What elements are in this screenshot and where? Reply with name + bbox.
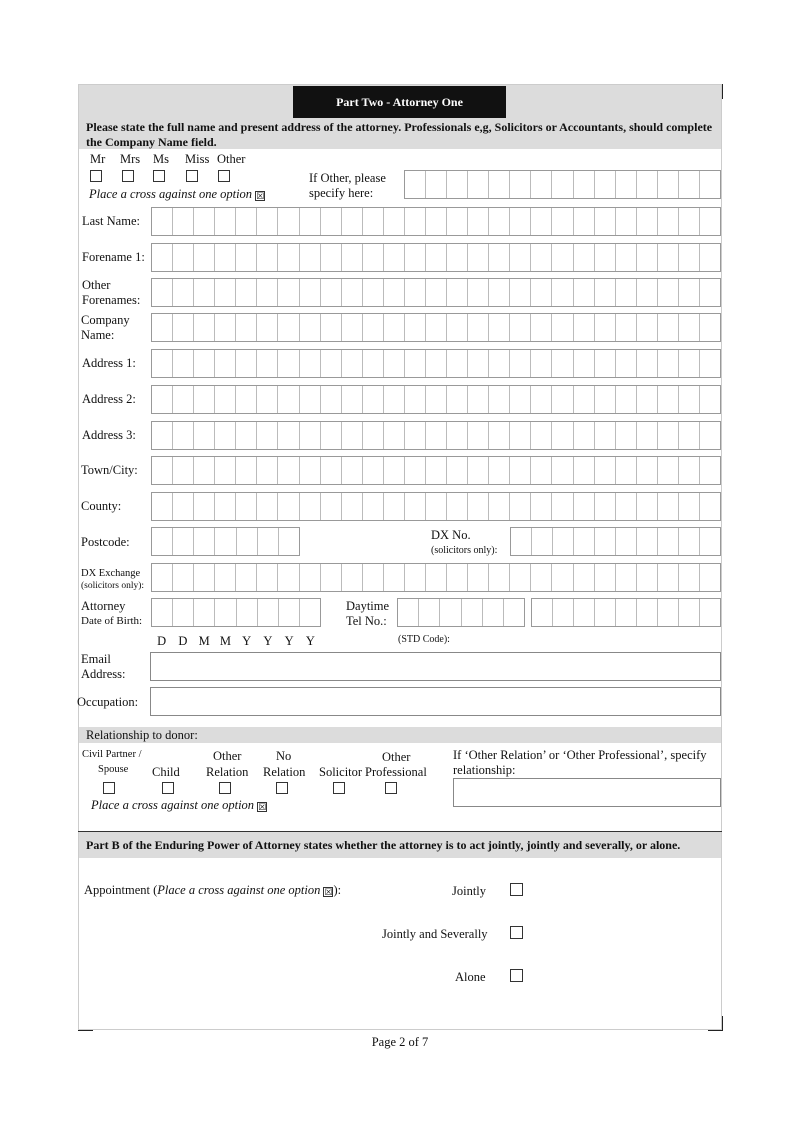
dob-letter: D [178,634,188,648]
address1-label: Address 1: [82,356,136,370]
tel-number-input[interactable] [531,598,721,627]
dx-no-note: (solicitors only): [431,545,498,556]
appointment-suffix: ): [333,883,342,897]
forename-input[interactable] [151,243,721,272]
daytime-label: Daytime [346,599,390,613]
company-name-input[interactable] [151,313,721,342]
dob-letter: M [219,634,231,648]
relationship-specify-label: If ‘Other Relation’ or ‘Other Professional’, specify relationship: [453,748,707,777]
address1-input[interactable] [151,349,721,378]
tel-label: Tel No.: [346,614,387,628]
rel-label-other-relation-1: Other [213,749,242,763]
title-label-mr: Mr [90,152,106,166]
postcode-input[interactable] [151,527,300,556]
other-forenames-label-1: Other [82,278,111,292]
title-label-ms: Ms [153,152,169,166]
dob-letter: Y [284,634,294,648]
dob-format-letters [151,634,321,649]
rel-checkbox-no-relation[interactable] [276,782,288,794]
attorney-label: Attorney [81,599,126,613]
title-checkbox-mrs[interactable] [122,170,134,182]
option-jointly-severally-label: Jointly and Severally [382,927,488,941]
email-label-2: Address: [81,667,126,681]
other-forenames-input[interactable] [151,278,721,307]
dob-label: Date of Birth: [81,615,143,627]
option-alone-checkbox[interactable] [510,969,523,982]
rel-label-other-professional-1: Other [382,750,411,764]
address3-label: Address 3: [82,428,136,442]
title-checkbox-miss[interactable] [186,170,198,182]
dob-letter: M [198,634,210,648]
company-name-label-1: Company [81,313,130,327]
dx-no-label: DX No. [431,528,471,542]
cross-note-text: Place a cross against one option [89,187,253,201]
appointment-label [84,883,341,898]
rel-label-spouse-1: Civil Partner / [82,749,142,760]
title-checkbox-other[interactable] [218,170,230,182]
email-label-1: Email [81,652,111,666]
rel-checkbox-solicitor[interactable] [333,782,345,794]
cross-box-icon: ☒ [256,191,265,201]
other-specify-label-1: If Other, please [309,171,386,185]
title-label-mrs: Mrs [120,152,141,166]
title-label-other: Other [217,152,246,166]
rel-label-no-relation-1: No [276,749,292,763]
dx-no-input[interactable] [510,527,721,556]
dob-input[interactable] [151,598,321,627]
town-label: Town/City: [81,463,138,477]
rel-label-other-professional-2: Professional [365,765,427,779]
rel-label-solicitor-2: Solicitor [319,765,363,779]
other-forenames-label-2: Forenames: [82,293,141,307]
dob-letter: D [157,634,167,648]
page-number: Page 2 of 7 [371,1035,429,1049]
rel-checkbox-other-relation[interactable] [219,782,231,794]
option-jointly-label: Jointly [452,884,487,898]
std-code-input[interactable] [397,598,525,627]
title-checkbox-mr[interactable] [90,170,102,182]
address2-label: Address 2: [82,392,136,406]
relationship-specify-input[interactable] [453,778,721,807]
rel-label-child-2: Child [152,765,180,779]
option-alone-label: Alone [455,970,486,984]
appointment-prefix: Appointment ( [84,883,158,897]
rel-checkbox-other-professional[interactable] [385,782,397,794]
address2-input[interactable] [151,385,721,414]
occupation-label: Occupation: [77,695,139,709]
dob-letter: Y [305,634,315,648]
section-title: Part Two - Attorney One [293,86,506,118]
rel-label-other-relation-2: Relation [206,765,249,779]
cross-box-icon: ☒ [258,802,267,812]
partb-heading: Part B of the Enduring Power of Attorney states whether the attorney is to act jointly, jointly and severally, or alone. [86,838,681,852]
std-code-note: (STD Code): [398,634,450,645]
last-name-label: Last Name: [82,214,140,228]
dx-exchange-label: DX Exchange [81,568,141,579]
instruction-text: Please state the full name and present address of the attorney. Professionals e,g, Solicitors or Accountants, should complete the Company Name field. [86,120,713,149]
county-input[interactable] [151,492,721,521]
option-jointly-checkbox[interactable] [510,883,523,896]
postcode-label: Postcode: [81,535,130,549]
cross-note [89,187,265,202]
company-name-label-2: Name: [81,328,115,342]
address3-input[interactable] [151,421,721,450]
other-title-input[interactable] [404,170,721,199]
appointment-italic: Place a cross against one option [157,883,321,897]
title-checkbox-ms[interactable] [153,170,165,182]
email-input[interactable] [150,652,721,681]
occupation-input[interactable] [150,687,721,716]
dx-exchange-input[interactable] [151,563,721,592]
county-label: County: [81,499,122,513]
rel-checkbox-child[interactable] [162,782,174,794]
relationship-cross-note-text: Place a cross against one option [91,798,255,812]
forename-label: Forename 1: [82,250,145,264]
title-label-miss: Miss [185,152,210,166]
other-specify-label-2: specify here: [309,186,374,200]
rel-label-spouse-2: Spouse [98,764,129,775]
option-jointly-severally-checkbox[interactable] [510,926,523,939]
dob-letter: Y [242,634,252,648]
rel-label-no-relation-2: Relation [263,765,306,779]
dob-letter: Y [263,634,273,648]
town-input[interactable] [151,456,721,485]
last-name-input[interactable] [151,207,721,236]
cross-box-icon: ☒ [324,887,333,897]
relationship-heading: Relationship to donor: [86,728,198,742]
rel-checkbox-spouse[interactable] [103,782,115,794]
dx-exchange-note: (solicitors only): [81,581,145,591]
relationship-cross-note [91,798,267,813]
